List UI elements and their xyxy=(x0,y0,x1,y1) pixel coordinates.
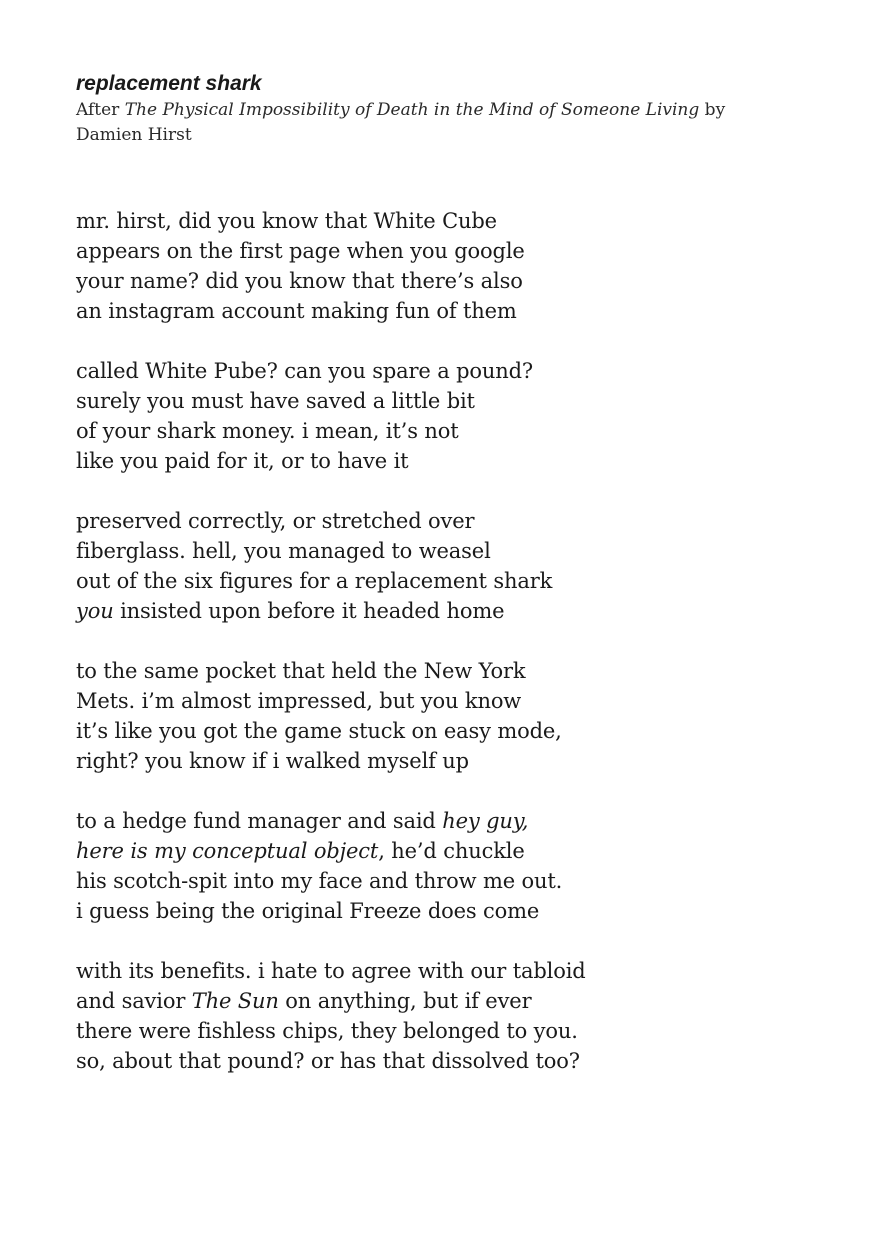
poem-line-rest: insisted upon before it headed home xyxy=(113,599,505,623)
poem-line: right? you know if i walked myself up xyxy=(76,749,469,773)
stanza-3 xyxy=(76,506,836,626)
poem-body xyxy=(76,206,836,1076)
poem-line: to the same pocket that held the New York xyxy=(76,659,526,683)
stanza-6 xyxy=(76,956,836,1076)
poem-line: surely you must have saved a little bit xyxy=(76,389,475,413)
dedication-prefix: After xyxy=(76,100,125,120)
poem-line-plain: and savior xyxy=(76,989,192,1013)
poem-line: an instagram account making fun of them xyxy=(76,299,517,323)
poem-line xyxy=(76,986,836,1016)
poem-line-plain: to a hedge fund manager and said xyxy=(76,809,443,833)
poem-dedication xyxy=(76,98,836,148)
dedication-by: by xyxy=(699,100,726,120)
poem-line-rest: , he’d chuckle xyxy=(378,839,525,863)
poem-line: it’s like you got the game stuck on easy mode, xyxy=(76,719,562,743)
poem-line: his scotch-spit into my face and throw me out. xyxy=(76,869,563,893)
stanza-2 xyxy=(76,356,836,476)
poem-line: so, about that pound? or has that dissolved too? xyxy=(76,1049,580,1073)
poem-line: i guess being the original Freeze does come xyxy=(76,899,540,923)
poem-line-italic: hey guy, xyxy=(442,809,529,833)
poem-line: Mets. i’m almost impressed, but you know xyxy=(76,689,522,713)
poem-title: replacement shark xyxy=(76,72,262,95)
poem-line: out of the six figures for a replacement shark xyxy=(76,569,553,593)
stanza-1 xyxy=(76,206,836,326)
poem-line: your name? did you know that there’s also xyxy=(76,269,523,293)
document-page xyxy=(76,70,836,1106)
poem-line: appears on the first page when you google xyxy=(76,239,525,263)
poem-line-rest: on anything, but if ever xyxy=(278,989,532,1013)
poem-line-italic: here is my conceptual object xyxy=(76,839,379,863)
poem-line-italic: you xyxy=(76,599,114,623)
poem-line: called White Pube? can you spare a pound? xyxy=(76,359,534,383)
artist-name: Damien Hirst xyxy=(76,125,192,145)
stanza-4 xyxy=(76,656,836,776)
poem-line: like you paid for it, or to have it xyxy=(76,449,409,473)
poem-line-italic: The Sun xyxy=(191,989,279,1013)
artwork-title: The Physical Impossibility of Death in the Mind of Someone Living xyxy=(124,100,700,120)
poem-line: there were fishless chips, they belonged to you. xyxy=(76,1019,578,1043)
poem-line xyxy=(76,596,836,626)
poem-line: mr. hirst, did you know that White Cube xyxy=(76,209,497,233)
poem-line: preserved correctly, or stretched over xyxy=(76,509,475,533)
poem-line xyxy=(76,806,836,836)
poem-line xyxy=(76,836,836,866)
poem-line: of your shark money. i mean, it’s not xyxy=(76,419,459,443)
poem-line: with its benefits. i hate to agree with our tabloid xyxy=(76,959,586,983)
poem-line: fiberglass. hell, you managed to weasel xyxy=(76,539,491,563)
stanza-5 xyxy=(76,806,836,926)
